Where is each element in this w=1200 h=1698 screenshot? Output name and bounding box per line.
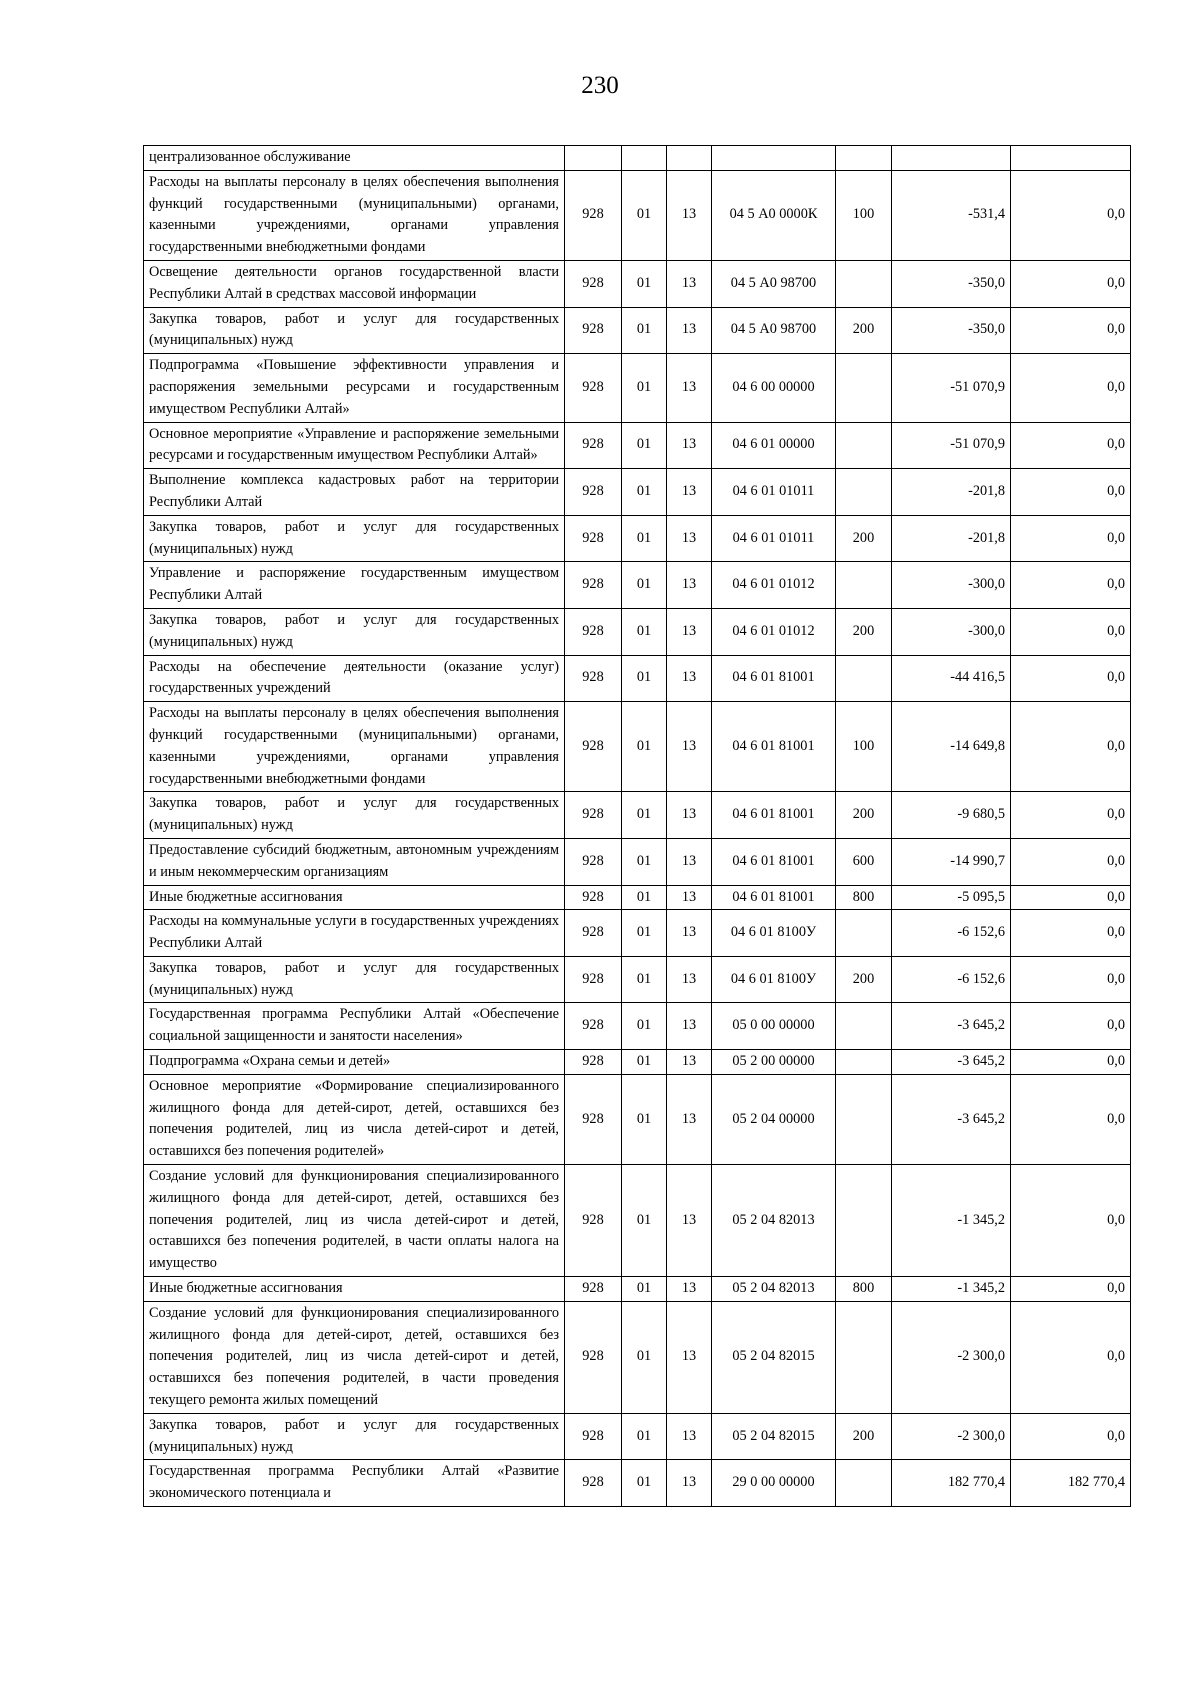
row-amount-1: -14 649,8: [892, 702, 1011, 792]
row-name: Основное мероприятие «Формирование специализированного жилищного фонда для детей-сирот, детей, оставшихся без попечения родителей, лиц из числа детей-сирот и детей, оставшихся без попечения родителей»: [144, 1074, 565, 1164]
row-section-code: 01: [622, 608, 667, 655]
row-section-code: 01: [622, 1277, 667, 1302]
row-expense-type: [836, 1074, 892, 1164]
row-amount-2: 0,0: [1011, 1301, 1131, 1413]
table-row: [144, 469, 1131, 516]
table-row: [144, 515, 1131, 562]
row-target-code: 04 6 01 01011: [712, 469, 836, 516]
row-name: Иные бюджетные ассигнования: [144, 885, 565, 910]
row-section-code: 01: [622, 515, 667, 562]
table-row: [144, 655, 1131, 702]
row-amount-2: 0,0: [1011, 354, 1131, 422]
row-section-code: 01: [622, 562, 667, 609]
row-admin-code: 928: [565, 354, 622, 422]
row-admin-code: 928: [565, 1050, 622, 1075]
row-expense-type: [836, 422, 892, 469]
row-section-code: 01: [622, 792, 667, 839]
row-expense-type: 200: [836, 956, 892, 1003]
row-section-code: 01: [622, 260, 667, 307]
row-subsection-code: 13: [667, 1460, 712, 1507]
row-expense-type: [836, 146, 892, 171]
row-subsection-code: 13: [667, 515, 712, 562]
row-admin-code: 928: [565, 1277, 622, 1302]
table-row: [144, 1074, 1131, 1164]
row-subsection-code: 13: [667, 1165, 712, 1277]
row-name: Подпрограмма «Охрана семьи и детей»: [144, 1050, 565, 1075]
row-amount-1: -300,0: [892, 562, 1011, 609]
table-row: [144, 170, 1131, 260]
table-row: [144, 910, 1131, 957]
row-admin-code: 928: [565, 702, 622, 792]
row-admin-code: 928: [565, 910, 622, 957]
row-admin-code: 928: [565, 422, 622, 469]
row-section-code: 01: [622, 1074, 667, 1164]
row-admin-code: 928: [565, 885, 622, 910]
row-amount-2: 0,0: [1011, 1277, 1131, 1302]
row-name: Создание условий для функционирования специализированного жилищного фонда для детей-сирот, детей, оставшихся без попечения родителей, лиц из числа детей-сирот и детей, оставшихся без попечения родителей, в части проведения текущего ремонта жилых помещений: [144, 1301, 565, 1413]
row-subsection-code: 13: [667, 1074, 712, 1164]
row-name: Создание условий для функционирования специализированного жилищного фонда для детей-сирот, детей, оставшихся без попечения родителей, лиц из числа детей-сирот и детей, оставшихся без попечения родителей, в части оплаты налога на имущество: [144, 1165, 565, 1277]
row-amount-2: 0,0: [1011, 1413, 1131, 1460]
row-name: Расходы на коммунальные услуги в государственных учреждениях Республики Алтай: [144, 910, 565, 957]
row-name: Государственная программа Республики Алтай «Развитие экономического потенциала и: [144, 1460, 565, 1507]
row-amount-2: 0,0: [1011, 655, 1131, 702]
row-expense-type: [836, 1050, 892, 1075]
row-section-code: 01: [622, 469, 667, 516]
row-target-code: 05 2 04 82015: [712, 1301, 836, 1413]
row-target-code: 04 6 01 00000: [712, 422, 836, 469]
row-amount-2: 0,0: [1011, 702, 1131, 792]
budget-table: [143, 145, 1131, 1507]
row-target-code: 04 6 01 81001: [712, 838, 836, 885]
row-admin-code: 928: [565, 1003, 622, 1050]
row-target-code: 04 6 01 01012: [712, 608, 836, 655]
row-amount-1: -300,0: [892, 608, 1011, 655]
table-row: [144, 1413, 1131, 1460]
row-name: Расходы на выплаты персоналу в целях обеспечения выполнения функций государственными (муниципальными) органами, казенными учреждениями, органами управления государственными внебюджетными фондами: [144, 170, 565, 260]
table-row: [144, 702, 1131, 792]
row-target-code: 04 6 01 81001: [712, 702, 836, 792]
row-expense-type: 200: [836, 608, 892, 655]
row-section-code: 01: [622, 1165, 667, 1277]
row-target-code: 29 0 00 00000: [712, 1460, 836, 1507]
row-subsection-code: 13: [667, 354, 712, 422]
row-amount-2: 0,0: [1011, 885, 1131, 910]
row-target-code: 05 2 04 82013: [712, 1165, 836, 1277]
row-target-code: [712, 146, 836, 171]
row-amount-1: -3 645,2: [892, 1074, 1011, 1164]
table-row: [144, 956, 1131, 1003]
row-expense-type: [836, 1003, 892, 1050]
table-row: [144, 1165, 1131, 1277]
row-section-code: 01: [622, 1413, 667, 1460]
row-amount-1: -14 990,7: [892, 838, 1011, 885]
row-subsection-code: 13: [667, 655, 712, 702]
row-amount-1: -201,8: [892, 515, 1011, 562]
row-amount-1: -3 645,2: [892, 1050, 1011, 1075]
row-admin-code: 928: [565, 608, 622, 655]
row-admin-code: 928: [565, 170, 622, 260]
row-amount-1: -9 680,5: [892, 792, 1011, 839]
row-expense-type: [836, 1460, 892, 1507]
row-amount-1: -350,0: [892, 260, 1011, 307]
table-row: [144, 562, 1131, 609]
table-row: [144, 1460, 1131, 1507]
row-name: Выполнение комплекса кадастровых работ на территории Республики Алтай: [144, 469, 565, 516]
table-row: [144, 1003, 1131, 1050]
row-amount-2: 0,0: [1011, 1074, 1131, 1164]
row-target-code: 04 6 01 8100У: [712, 910, 836, 957]
row-target-code: 04 5 А0 98700: [712, 307, 836, 354]
row-subsection-code: 13: [667, 838, 712, 885]
row-amount-2: 0,0: [1011, 307, 1131, 354]
table-row: [144, 792, 1131, 839]
row-expense-type: [836, 910, 892, 957]
row-expense-type: [836, 1165, 892, 1277]
row-expense-type: [836, 469, 892, 516]
row-name: Предоставление субсидий бюджетным, автономным учреждениям и иным некоммерческим организациям: [144, 838, 565, 885]
row-admin-code: 928: [565, 1460, 622, 1507]
row-admin-code: 928: [565, 1074, 622, 1164]
row-admin-code: 928: [565, 838, 622, 885]
table-row: [144, 1050, 1131, 1075]
row-section-code: 01: [622, 910, 667, 957]
row-expense-type: 200: [836, 792, 892, 839]
row-name: Освещение деятельности органов государственной власти Республики Алтай в средствах массовой информации: [144, 260, 565, 307]
row-amount-2: 0,0: [1011, 910, 1131, 957]
row-expense-type: [836, 354, 892, 422]
row-amount-1: -6 152,6: [892, 956, 1011, 1003]
row-subsection-code: 13: [667, 469, 712, 516]
row-name: Управление и распоряжение государственным имуществом Республики Алтай: [144, 562, 565, 609]
row-name: Закупка товаров, работ и услуг для государственных (муниципальных) нужд: [144, 307, 565, 354]
row-section-code: 01: [622, 838, 667, 885]
row-target-code: 04 6 00 00000: [712, 354, 836, 422]
row-admin-code: 928: [565, 792, 622, 839]
row-amount-2: 0,0: [1011, 838, 1131, 885]
row-amount-1: -201,8: [892, 469, 1011, 516]
row-amount-1: [892, 146, 1011, 171]
row-section-code: 01: [622, 1050, 667, 1075]
table-row: [144, 260, 1131, 307]
row-amount-2: 0,0: [1011, 1003, 1131, 1050]
table-body: [144, 146, 1131, 1507]
row-section-code: 01: [622, 1003, 667, 1050]
row-target-code: 04 6 01 81001: [712, 655, 836, 702]
row-admin-code: 928: [565, 260, 622, 307]
row-subsection-code: 13: [667, 792, 712, 839]
row-name: Закупка товаров, работ и услуг для государственных (муниципальных) нужд: [144, 515, 565, 562]
row-expense-type: 100: [836, 170, 892, 260]
row-name: Расходы на выплаты персоналу в целях обеспечения выполнения функций государственными (муниципальными) органами, казенными учреждениями, органами управления государственными внебюджетными фондами: [144, 702, 565, 792]
row-expense-type: [836, 655, 892, 702]
row-target-code: 04 6 01 81001: [712, 792, 836, 839]
row-subsection-code: 13: [667, 562, 712, 609]
page-number: 230: [581, 72, 619, 99]
row-amount-2: [1011, 146, 1131, 171]
row-section-code: 01: [622, 170, 667, 260]
row-target-code: 04 6 01 01011: [712, 515, 836, 562]
row-expense-type: 200: [836, 307, 892, 354]
row-name: Закупка товаров, работ и услуг для государственных (муниципальных) нужд: [144, 608, 565, 655]
table-row: [144, 146, 1131, 171]
row-target-code: 04 6 01 01012: [712, 562, 836, 609]
row-admin-code: 928: [565, 956, 622, 1003]
row-target-code: 04 6 01 81001: [712, 885, 836, 910]
row-section-code: 01: [622, 885, 667, 910]
table-row: [144, 608, 1131, 655]
row-amount-1: -6 152,6: [892, 910, 1011, 957]
row-expense-type: 200: [836, 515, 892, 562]
row-subsection-code: 13: [667, 307, 712, 354]
row-expense-type: 200: [836, 1413, 892, 1460]
row-amount-1: -51 070,9: [892, 354, 1011, 422]
row-target-code: 05 2 04 82013: [712, 1277, 836, 1302]
row-subsection-code: 13: [667, 1277, 712, 1302]
row-expense-type: [836, 1301, 892, 1413]
row-subsection-code: 13: [667, 1003, 712, 1050]
row-section-code: 01: [622, 1460, 667, 1507]
row-amount-2: 0,0: [1011, 608, 1131, 655]
row-expense-type: [836, 260, 892, 307]
row-amount-1: -44 416,5: [892, 655, 1011, 702]
row-subsection-code: 13: [667, 956, 712, 1003]
row-expense-type: 600: [836, 838, 892, 885]
row-admin-code: [565, 146, 622, 171]
row-section-code: 01: [622, 422, 667, 469]
row-section-code: 01: [622, 1301, 667, 1413]
row-amount-2: 0,0: [1011, 170, 1131, 260]
table-row: [144, 885, 1131, 910]
row-admin-code: 928: [565, 1165, 622, 1277]
row-amount-1: 182 770,4: [892, 1460, 1011, 1507]
row-section-code: 01: [622, 956, 667, 1003]
table-row: [144, 422, 1131, 469]
row-expense-type: 800: [836, 885, 892, 910]
row-amount-2: 0,0: [1011, 422, 1131, 469]
table-row: [144, 354, 1131, 422]
row-subsection-code: 13: [667, 1050, 712, 1075]
row-subsection-code: 13: [667, 260, 712, 307]
row-amount-1: -2 300,0: [892, 1301, 1011, 1413]
row-expense-type: 100: [836, 702, 892, 792]
row-amount-1: -350,0: [892, 307, 1011, 354]
row-section-code: 01: [622, 655, 667, 702]
row-subsection-code: 13: [667, 1413, 712, 1460]
row-subsection-code: 13: [667, 422, 712, 469]
table-row: [144, 1277, 1131, 1302]
row-name: Иные бюджетные ассигнования: [144, 1277, 565, 1302]
row-subsection-code: 13: [667, 1301, 712, 1413]
row-amount-1: -1 345,2: [892, 1277, 1011, 1302]
row-admin-code: 928: [565, 1413, 622, 1460]
row-subsection-code: 13: [667, 608, 712, 655]
row-amount-2: 0,0: [1011, 260, 1131, 307]
row-admin-code: 928: [565, 562, 622, 609]
table-row: [144, 1301, 1131, 1413]
row-section-code: [622, 146, 667, 171]
row-target-code: 05 2 00 00000: [712, 1050, 836, 1075]
row-admin-code: 928: [565, 655, 622, 702]
row-name: Основное мероприятие «Управление и распоряжение земельными ресурсами и государственным имуществом Республики Алтай»: [144, 422, 565, 469]
row-target-code: 05 2 04 00000: [712, 1074, 836, 1164]
row-amount-1: -531,4: [892, 170, 1011, 260]
row-admin-code: 928: [565, 1301, 622, 1413]
row-name: Расходы на обеспечение деятельности (оказание услуг) государственных учреждений: [144, 655, 565, 702]
row-section-code: 01: [622, 702, 667, 792]
row-name: Закупка товаров, работ и услуг для государственных (муниципальных) нужд: [144, 956, 565, 1003]
row-subsection-code: 13: [667, 170, 712, 260]
row-section-code: 01: [622, 307, 667, 354]
row-expense-type: 800: [836, 1277, 892, 1302]
table-row: [144, 307, 1131, 354]
table-row: [144, 838, 1131, 885]
row-name: Закупка товаров, работ и услуг для государственных (муниципальных) нужд: [144, 792, 565, 839]
row-amount-2: 0,0: [1011, 515, 1131, 562]
row-subsection-code: 13: [667, 702, 712, 792]
row-amount-2: 0,0: [1011, 1165, 1131, 1277]
row-target-code: 04 6 01 8100У: [712, 956, 836, 1003]
row-amount-1: -2 300,0: [892, 1413, 1011, 1460]
row-name: централизованное обслуживание: [144, 146, 565, 171]
row-amount-1: -1 345,2: [892, 1165, 1011, 1277]
row-name: Закупка товаров, работ и услуг для государственных (муниципальных) нужд: [144, 1413, 565, 1460]
row-amount-2: 182 770,4: [1011, 1460, 1131, 1507]
row-target-code: 04 5 А0 0000К: [712, 170, 836, 260]
row-amount-2: 0,0: [1011, 956, 1131, 1003]
row-name: Государственная программа Республики Алтай «Обеспечение социальной защищенности и занятости населения»: [144, 1003, 565, 1050]
row-amount-1: -51 070,9: [892, 422, 1011, 469]
row-admin-code: 928: [565, 515, 622, 562]
row-amount-1: -5 095,5: [892, 885, 1011, 910]
row-amount-2: 0,0: [1011, 1050, 1131, 1075]
row-subsection-code: 13: [667, 885, 712, 910]
row-admin-code: 928: [565, 469, 622, 516]
row-section-code: 01: [622, 354, 667, 422]
row-admin-code: 928: [565, 307, 622, 354]
row-name: Подпрограмма «Повышение эффективности управления и распоряжения земельными ресурсами и государственным имуществом Республики Алтай»: [144, 354, 565, 422]
row-amount-2: 0,0: [1011, 792, 1131, 839]
row-target-code: 05 2 04 82015: [712, 1413, 836, 1460]
row-target-code: 05 0 00 00000: [712, 1003, 836, 1050]
row-target-code: 04 5 А0 98700: [712, 260, 836, 307]
row-subsection-code: [667, 146, 712, 171]
row-amount-2: 0,0: [1011, 469, 1131, 516]
row-amount-1: -3 645,2: [892, 1003, 1011, 1050]
row-expense-type: [836, 562, 892, 609]
row-amount-2: 0,0: [1011, 562, 1131, 609]
row-subsection-code: 13: [667, 910, 712, 957]
